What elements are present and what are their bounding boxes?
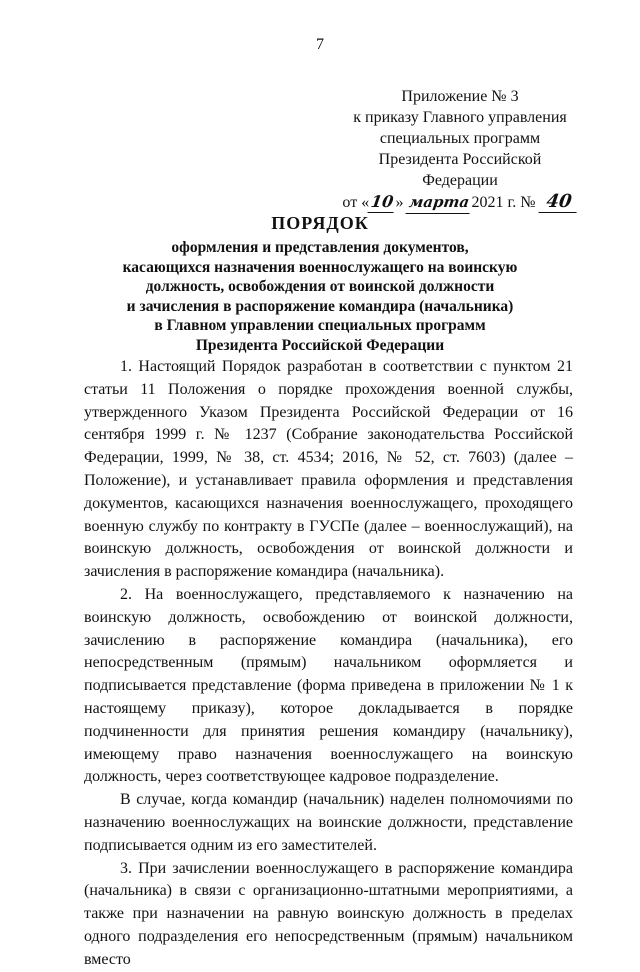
paragraph-2: 2. На военнослужащего, представляемого к назначению на воинскую должность, освобождению от воинской должности, зачислению в распоряжение командира (начальника), его непосредственным (прямым) начальником оформляется и подписывается представление (форма приведена в приложении № 1 к настоящему приказу), которое докладывается в порядке подчиненности для принятия решения командиру (начальнику), имеющему право назначения военнослужащего на воинскую должность, через соответствующее кадровое подразделение.: [84, 585, 573, 786]
annex-line: Приложение № 3: [401, 88, 519, 105]
subtitle-line: должность, освобождения от воинской должности: [145, 278, 495, 295]
handwritten-day: 10: [368, 191, 397, 213]
paragraph-2-continuation: В случае, когда командир (начальник) наделен полномочиями по назначению военнослужащих на воинские должности, представление подписывается одним из его заместителей.: [84, 791, 573, 854]
date-mid: »: [395, 194, 408, 211]
date-prefix: от «: [342, 194, 370, 211]
subtitle-line: и зачисления в распоряжение командира (начальника): [126, 297, 514, 315]
subtitle-line: в Главном управлении специальных программ: [154, 317, 486, 334]
handwritten-order-number: 40: [538, 191, 579, 213]
annex-block: [340, 86, 580, 214]
annex-line: Президента Российской Федерации: [378, 151, 542, 189]
document-title-block: [0, 213, 640, 355]
annex-date-line: [340, 191, 580, 214]
annex-line: к приказу Главного управления: [353, 109, 567, 126]
annex-line: специальных программ: [379, 130, 541, 147]
subtitle-line: касающихся назначения военнослужащего на воинскую: [122, 258, 518, 276]
date-year-suffix: 2021 г. №: [471, 194, 536, 211]
page-number: 7: [316, 36, 324, 53]
handwritten-month: марта: [406, 192, 473, 214]
subtitle-line: Президента Российской Федерации: [195, 336, 445, 354]
document-heading: ПОРЯДОК: [271, 213, 369, 233]
paragraph-3: 3. При зачислении военнослужащего в распоряжение командира (начальника) в связи с организационно-штатными мероприятиями, а также при назначении на равную воинскую должность в пределах одного подразделения его непосредственным (прямым) начальником вместо: [84, 859, 573, 968]
document-body: [84, 356, 573, 972]
subtitle-line: оформления и представления документов,: [171, 239, 469, 256]
paragraph-1: 1. Настоящий Порядок разработан в соответствии с пунктом 21 статьи 11 Положения о порядке прохождения военной службы, утвержденного Указом Президента Российской Федерации от 16 сентября 1999 г. № 1237 (Собрание законодательства Российской Федерации, 1999, № 38, ст. 4534; 2016, № 52, ст. 7603) (далее – Положение), и устанавливает правила оформления и представления документов, касающихся назначения военнослужащего, проходящего военную службу по контракту в ГУСПе (далее – военнослужащий), на воинскую должность, освобождения от воинской должности и зачисления в распоряжение командира (начальника).: [84, 358, 573, 581]
